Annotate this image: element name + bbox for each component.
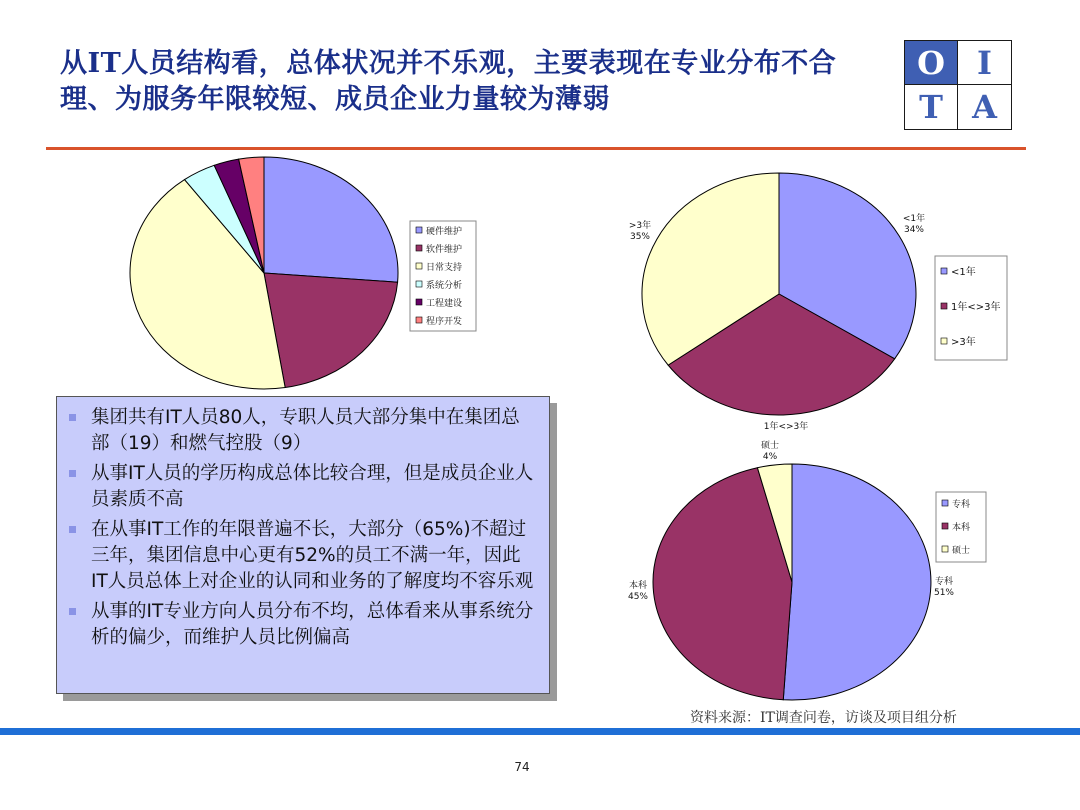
legend-swatch (416, 227, 422, 233)
data-label-category: <1年 (902, 214, 926, 224)
bullet-item (65, 599, 537, 651)
data-label-category: >3年 (628, 221, 652, 231)
pie-chart-1 (130, 157, 476, 389)
legend-label: <1年 (951, 267, 976, 278)
legend-swatch (942, 546, 948, 552)
legend-label: 专科 (952, 500, 971, 510)
legend-label: 工程建设 (426, 299, 463, 309)
summary-box (56, 396, 550, 694)
legend-label: 本科 (952, 523, 971, 533)
legend-swatch (416, 317, 422, 323)
bullet-marker (69, 470, 76, 477)
bullet-text: 集团共有IT人员80人，专职人员大部分集中在集团总部（19）和燃气控股（9） (91, 407, 520, 454)
data-label-value: 51% (933, 588, 955, 598)
bullet-item (65, 461, 537, 513)
legend-swatch (941, 338, 947, 344)
pie-chart-2 (629, 173, 1007, 432)
source-note: 资料来源：IT调查问卷，访谈及项目组分析 (690, 710, 957, 726)
legend-swatch (942, 500, 948, 506)
legend-swatch (941, 303, 947, 309)
data-label-value: 4% (762, 452, 778, 462)
data-label-category: 1年<>3年 (763, 422, 809, 432)
bullet-marker (69, 608, 76, 615)
legend-label: 硬件维护 (426, 227, 463, 237)
bullet-item (65, 405, 537, 457)
pie-slice (264, 157, 398, 282)
data-label-value: 35% (629, 232, 651, 242)
legend-label: 日常支持 (426, 263, 463, 273)
legend-swatch (416, 281, 422, 287)
legend-box (410, 221, 476, 331)
bullet-marker (69, 414, 76, 421)
legend-label: >3年 (951, 337, 976, 348)
pie-slice (783, 464, 931, 700)
pie-chart-3 (628, 439, 986, 700)
legend-label: 硕士 (952, 546, 971, 556)
legend-label: 程序开发 (426, 317, 463, 327)
footer-bar (0, 728, 1080, 735)
logo-letter-o: O (905, 41, 958, 85)
legend-swatch (942, 523, 948, 529)
data-label-value: 34% (903, 225, 925, 235)
pie-slice (264, 273, 398, 388)
legend-swatch (941, 268, 947, 274)
bullet-marker (69, 526, 76, 533)
logo-letter-i: I (958, 41, 1011, 85)
page-number: 74 (514, 760, 530, 774)
bullet-text: 在从事IT工作的年限普遍不长，大部分（65%)不超过三年，集团信息中心更有52%的员工不满一年，因此IT人员总体上对企业的认同和业务的了解度均不容乐观 (91, 519, 534, 592)
data-label-value: 45% (627, 592, 649, 602)
logo-letter-a: A (958, 85, 1011, 129)
legend-label: 系统分析 (426, 281, 463, 291)
legend-swatch (416, 299, 422, 305)
legend-swatch (416, 245, 422, 251)
data-label-category: 本科 (628, 581, 648, 591)
page-title: 从IT人员结构看，总体状况并不乐观，主要表现在专业分布不合理、为服务年限较短、成员企业力量较为薄弱 (60, 48, 837, 115)
legend-label: 软件维护 (426, 245, 463, 255)
logo-letter-t: T (905, 85, 958, 129)
data-label-category: 专科 (934, 577, 954, 587)
legend-label: 1年<>3年 (951, 302, 1001, 313)
bullet-text: 从事的IT专业方向人员分布不均，总体看来从事系统分析的偏少，而维护人员比例偏高 (91, 601, 534, 648)
bullet-text: 从事IT人员的学历构成总体比较合理，但是成员企业人员素质不高 (91, 463, 534, 510)
data-label-category: 硕士 (760, 441, 780, 451)
legend-swatch (416, 263, 422, 269)
bullet-item (65, 517, 537, 595)
